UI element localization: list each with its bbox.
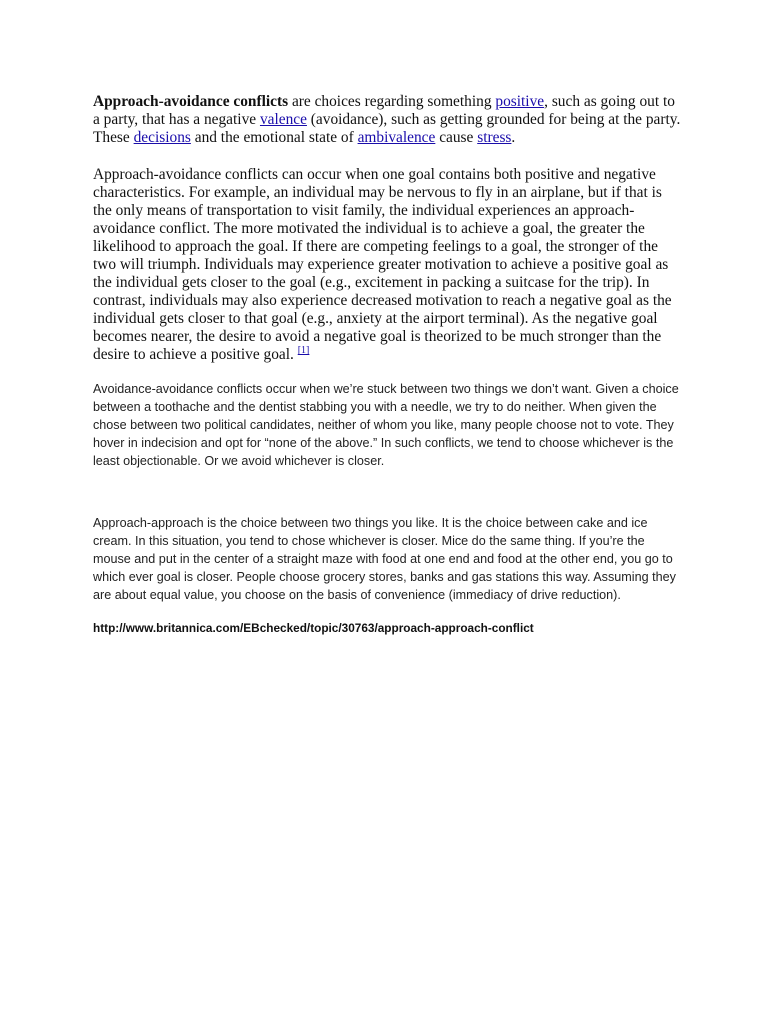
citation-superscript [298, 345, 310, 356]
document-page [93, 90, 683, 637]
text-fragment: . [511, 129, 516, 146]
link-ambivalence[interactable]: ambivalence [357, 129, 436, 146]
text-fragment: , such as going out to a party, that has a negative [93, 93, 675, 128]
link-valence[interactable]: valence [259, 111, 307, 128]
paragraph-text: Approach-avoidance conflicts can occur when one goal contains both positive and negative characteristics. For example, an individual may be nervous to fly in an airplane, but if that is the only means of transportation to visit family, the individual experiences an approach-avoidance conflict. The more motivated the individual is to achieve a goal, the greater the likelihood to approach the goal. If there are competing feelings to a goal, the stronger of the two will triumph. Individuals may experience greater motivation to achieve a positive goal as the individual gets closer to the goal (e.g., excitement in packing a suitcase for the trip). In contrast, individuals may also experience decreased motivation to reach a negative goal as the individual gets closer to that goal (e.g., anxiety at the airport terminal). As the negative goal becomes nearer, the desire to avoid a negative goal is theorized to be much stronger than the desire to achieve a positive goal. [93, 166, 672, 363]
link-decisions[interactable]: decisions [133, 129, 191, 146]
link-stress[interactable]: stress [477, 129, 512, 146]
paragraph-approach-avoidance-explanation [93, 166, 683, 364]
paragraph-approach-avoidance-definition [93, 93, 683, 147]
text-fragment: are choices regarding something [288, 93, 496, 110]
citation-link-1[interactable]: [1] [297, 344, 310, 356]
term-approach-avoidance: Approach-avoidance conflicts [93, 93, 289, 110]
text-fragment: cause [435, 129, 478, 146]
text-fragment: (avoidance), such as getting grounded for being at the party. These [93, 111, 681, 146]
source-url: http://www.britannica.com/EBchecked/topic/30763/approach-approach-conflict [93, 621, 534, 635]
link-positive[interactable]: positive [495, 93, 545, 110]
paragraph-avoidance-avoidance: Avoidance-avoidance conflicts occur when we’re stuck between two things we don’t want. Given a choice between a toothache and the dentist stabbing you with a needle, we try to do neither. When given the chose between two political candidates, neither of whom you like, many people choose not to vote. They hover in indecision and opt for “none of the above.” In such conflicts, we tend to choose whichever is the least objectionable. Or we avoid whichever is closer. [93, 382, 679, 468]
text-fragment: and the emotional state of [190, 129, 358, 146]
paragraph-approach-approach: Approach-approach is the choice between two things you like. It is the choice between cake and ice cream. In this situation, you tend to chose whichever is closer. Mice do the same thing. If you’re the mouse and put in the center of a straight maze with food at one end and food at the other end, you go to which ever goal is closer. People choose grocery stores, banks and gas stations this way. Assuming they are about equal value, you choose on the basis of convenience (immediacy of drive reduction). [93, 516, 676, 602]
